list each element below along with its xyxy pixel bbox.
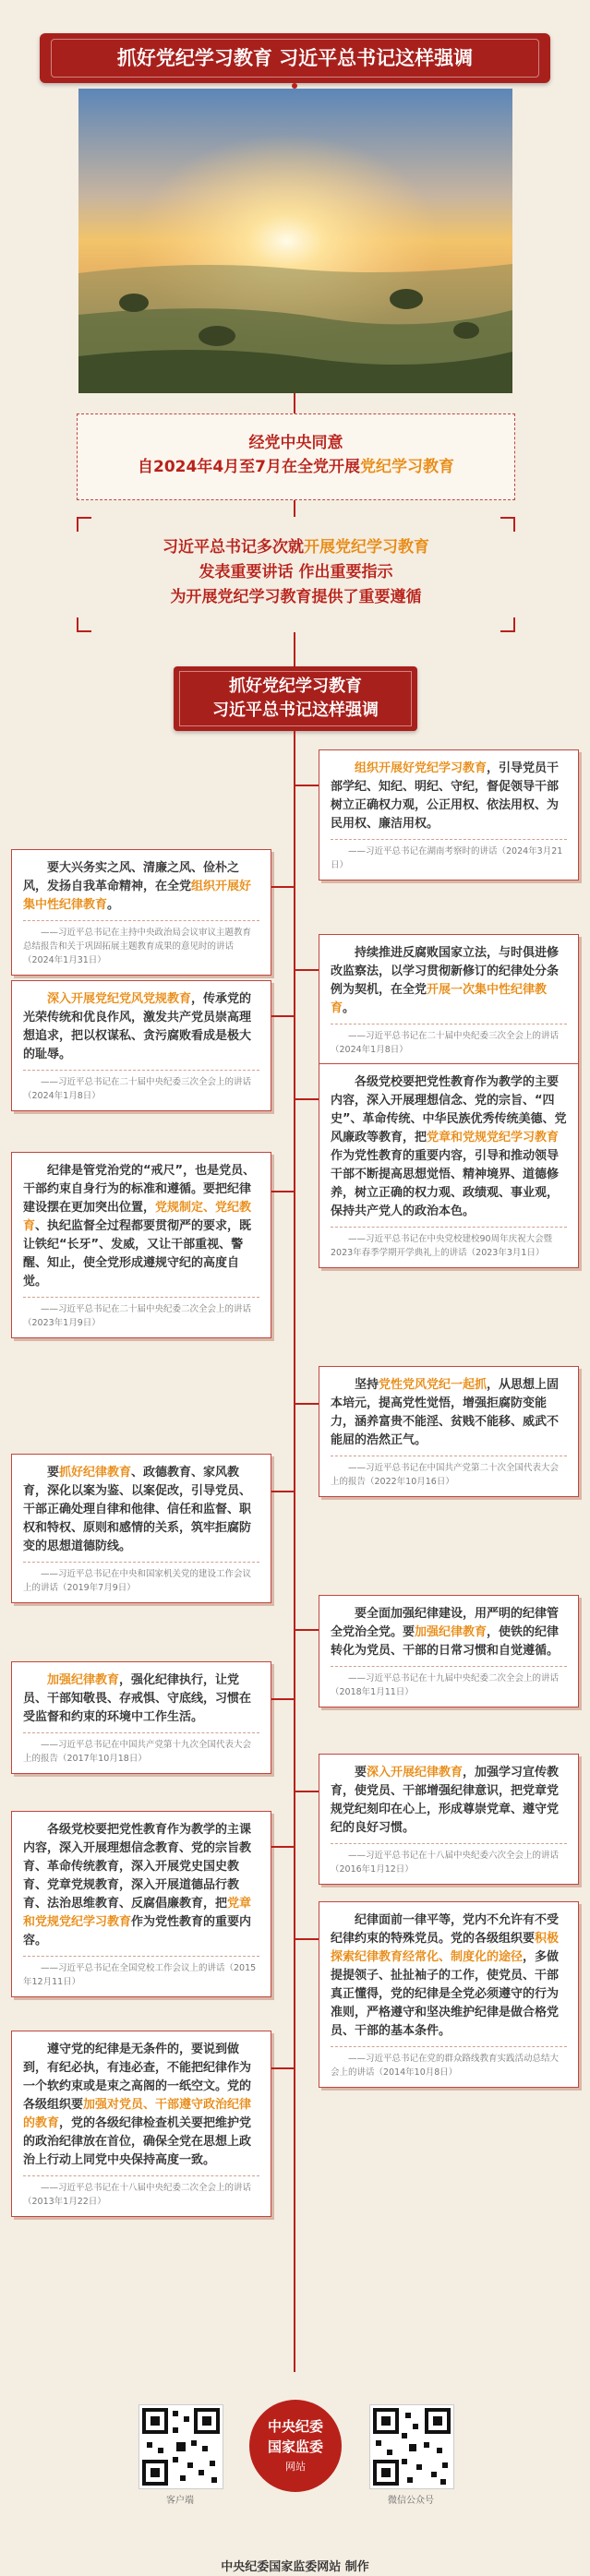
quote-card-left-7 [11, 2031, 271, 2217]
quote-source: ——习近平总书记在湖南考察时的讲话（2024年3月21日） [331, 839, 567, 872]
timeline-tick [295, 969, 319, 971]
quote-text [23, 859, 259, 915]
timeline-tick [295, 1403, 319, 1405]
qr-left-label: 客户端 [166, 2496, 194, 2506]
quote-text [23, 1671, 259, 1727]
quote-source: ——习近平总书记在中央党校建校90周年庆祝大会暨2023年春季学期开学典礼上的讲话（2023年3月1日） [331, 1227, 567, 1260]
timeline-tick [271, 1191, 294, 1192]
quote-card-right-1 [319, 749, 579, 881]
quote-card-right-2 [319, 934, 579, 1065]
quote-source: ——习近平总书记在二十届中央纪委三次全会上的讲话（2024年1月8日） [331, 1024, 567, 1057]
sunrise-landscape-photo [78, 89, 512, 393]
quote-card-right-4 [319, 1366, 579, 1497]
intro-line2-text: 自2024年4月至7月在全党开展 [138, 458, 360, 476]
timeline-tick [295, 1791, 319, 1792]
intro-box-summary [77, 517, 515, 632]
quote-text [331, 944, 567, 1018]
connector-line [294, 500, 295, 517]
section-title [174, 666, 417, 731]
connector-line [294, 632, 295, 666]
quote-text-part: ，强化纪律执行，让党员、干部知敬畏、存戒惧、守底线，习惯在受监督和约束的环境中工作生活。 [23, 1673, 252, 1724]
quote-card-right-3 [319, 1063, 579, 1268]
quote-card-right-7 [319, 1901, 579, 2088]
timeline-line [294, 731, 295, 2372]
quote-text-part: 纪律是管党治党的“戒尺”，也是党员、干部约束自身行为的标准和遵循。要把纪律建设摆在更加突出位置， [23, 1164, 256, 1215]
intro-para-highlight: 开展党纪学习教育 [304, 538, 429, 557]
timeline-tick [271, 2067, 294, 2069]
quote-text [331, 1911, 567, 2041]
quote-text-part: 。 [107, 898, 120, 912]
quote-text-part: ，使铁的纪律转化为党员、干部的日常习惯和自觉遵循。 [331, 1625, 560, 1658]
quote-card-left-1 [11, 849, 271, 976]
intro-para-line1 [77, 535, 515, 560]
quote-highlight: 积极探索纪律教育经常化、制度化的途径 [331, 1932, 560, 1964]
quote-highlight: 党章和党规党纪学习教育 [23, 1897, 252, 1929]
quote-text-part: 持续推进反腐败国家立法，与时俱进修改监察法，以学习贯彻新修订的纪律处分条例为契机，在全党 [331, 946, 560, 997]
corner-decoration [500, 517, 515, 532]
quote-text [23, 1821, 259, 1950]
quote-text-part: 各级党校要把党性教育作为教学的主要内容，深入开展理想信念、党的宗旨、“四史”、革命传统、中华民族优秀传统美德、党风廉政等教育，把 [331, 1075, 567, 1144]
intro-box-date [77, 413, 515, 500]
quote-text [331, 1376, 567, 1450]
quote-text-part: 要全面加强纪律建设，用严明的纪律管全党治全党。要 [331, 1607, 560, 1639]
quote-text-part: 要大兴务实之风、清廉之风、俭朴之风，发扬自我革命精神，在全党 [23, 861, 240, 893]
quote-source: ——习近平总书记在二十届中央纪委二次全会上的讲话（2023年1月9日） [23, 1297, 259, 1330]
quote-text [331, 1764, 567, 1838]
quote-text-part: ，从思想上固本培元，提高党性觉悟，增强拒腐防变能力，涵养富贵不能淫、贫贱不能移、威武不能屈的浩然正气。 [331, 1378, 560, 1447]
section-title-line1: 抓好党纪学习教育 [229, 677, 362, 696]
credit-line: 中央纪委国家监委网站 制作 [221, 2560, 369, 2574]
quote-text [23, 1162, 259, 1291]
quote-text-part: ，多做提提领子、扯扯袖子的工作，使党员、干部真正懂得，党的纪律是全党必须遵守的行为准则，严格遵守和坚决维护纪律是做合格党员、干部的基本条件。 [331, 1950, 560, 2038]
quote-source: ——习近平总书记在主持中央政治局会议审议主题教育总结报告和关于巩固拓展主题教育成果的意见时的讲话（2024年1月31日） [23, 920, 259, 967]
quote-text-part: 、政德教育、家风教育，深化以案为鉴、以案促改，引导党员、干部正确处理自律和他律、信任和监督、职权和特权、原则和感情的关系，筑牢拒腐防变的思想道德防线。 [23, 1466, 252, 1553]
quote-highlight: 抓好纪律教育 [59, 1466, 132, 1480]
quote-text [23, 2041, 259, 2170]
connector-line [294, 393, 295, 413]
quote-text-part: ，传承党的光荣传统和优良作风，激发共产党员崇高理想追求，把以权谋私、贪污腐败看成是极大的耻辱。 [23, 992, 252, 1061]
timeline-tick [271, 1491, 294, 1492]
quote-text-part: 要 [47, 1466, 60, 1480]
quote-source: ——习近平总书记在十八届中央纪委二次全会上的讲话（2013年1月22日） [23, 2175, 259, 2209]
quote-highlight: 党章和党规党纪学习教育 [427, 1131, 560, 1144]
timeline-tick [271, 886, 294, 888]
seal-line2: 国家监委 [267, 2438, 323, 2455]
seal-line3: 网站 [285, 2461, 306, 2473]
header-title: 抓好党纪学习教育 习近平总书记这样强调 [116, 47, 474, 69]
header-banner [40, 33, 550, 83]
quote-source: ——习近平总书记在十九届中央纪委二次全会上的讲话（2018年1月11日） [331, 1666, 567, 1699]
quote-highlight: 深入开展党纪党风党规教育 [47, 992, 192, 1006]
quote-text [23, 990, 259, 1064]
quote-text-part: 要 [355, 1766, 367, 1779]
corner-decoration [77, 617, 91, 632]
timeline-tick [271, 1015, 294, 1017]
quote-text [23, 1464, 259, 1556]
quote-highlight: 党规制定、党纪教育 [23, 1201, 252, 1233]
corner-decoration [500, 617, 515, 632]
quote-text [331, 760, 567, 833]
quote-source: ——习近平总书记在党的群众路线教育实践活动总结大会上的讲话（2014年10月8日） [331, 2046, 567, 2079]
quote-text-part: 坚持 [355, 1378, 379, 1392]
quote-highlight: 开展一次集中性纪律教育 [331, 983, 548, 1015]
timeline-tick [295, 1098, 319, 1100]
site-seal-logo [249, 2400, 342, 2492]
quote-highlight: 党性党风党纪一起抓 [379, 1378, 488, 1392]
quote-source: ——习近平总书记在二十届中央纪委三次全会上的讲话（2024年1月8日） [23, 1070, 259, 1103]
quote-card-left-6 [11, 1811, 271, 1997]
intro-para-line3: 为开展党纪学习教育提供了重要遵循 [170, 588, 422, 606]
quote-highlight: 组织开展好党纪学习教育 [355, 761, 488, 775]
quote-source: ——习近平总书记在中央和国家机关党的建设工作会议上的讲话（2019年7月9日） [23, 1562, 259, 1595]
intro-para-text: 习近平总书记多次就 [163, 538, 304, 557]
quote-text-part: ，引导党员干部学纪、知纪、明纪、守纪，督促领导干部树立正确权力观，公正用权、依法用权、为民用权、廉洁用权。 [331, 761, 560, 831]
quote-text-part: 作为党性教育的重要内容，引导和推动领导干部不断提高思想觉悟、精神境界、道德修养，树立正确的权力观、政绩观、事业观，保持共产党人的政治本色。 [331, 1149, 560, 1218]
corner-decoration [77, 517, 91, 532]
timeline-tick [271, 1846, 294, 1848]
timeline-tick [295, 785, 319, 786]
quote-text-part: ，加强学习宣传教育，使党员、干部增强纪律意识，把党章党规党纪刻印在心上，形成尊崇党章、遵守党纪的良好习惯。 [331, 1766, 560, 1835]
quote-text-part: 。 [343, 1001, 355, 1015]
quote-source: ——习近平总书记在中国共产党第十九次全国代表大会上的报告（2017年10月18日） [23, 1732, 259, 1766]
quote-text-part: 纪律面前一律平等，党内不允许有不受纪律约束的特殊党员。党的各级组织要 [331, 1913, 560, 1946]
quote-highlight: 组织开展好集中性纪律教育 [23, 880, 252, 912]
quote-text-part: 各级党校要把党性教育作为教学的主课内容，深入开展理想信念教育、党的宗旨教育、革命传统教育，深入开展党史国史教育、党章党规教育，深入开展道德品行教育、法治思维教育、反腐倡廉教育，把 [23, 1823, 252, 1911]
quote-text-part: ，党的各级纪律检查机关要把维护党的政治纪律放在首位，确保全党在思想上政治上行动上同党中央保持高度一致。 [23, 2116, 252, 2167]
quote-card-right-6 [319, 1754, 579, 1885]
intro-line2 [78, 455, 514, 479]
quote-card-left-2 [11, 980, 271, 1111]
qr-right-label: 微信公众号 [388, 2496, 434, 2506]
quote-highlight: 加强纪律教育 [415, 1625, 488, 1639]
quote-card-left-5 [11, 1661, 271, 1774]
quote-text [331, 1605, 567, 1660]
intro-line1: 经党中央同意 [248, 434, 343, 452]
quote-text-part: 、执纪监督全过程都要贯彻严的要求，既让铁纪“长牙”、发威，又让干部重视、警醒、知止，使全党形成遵规守纪的高度自觉。 [23, 1219, 252, 1288]
intro-line2-highlight: 党纪学习教育 [359, 458, 454, 476]
quote-highlight: 加强对党员、干部遵守政治纪律的教育 [23, 2098, 252, 2130]
timeline-tick [295, 1938, 319, 1940]
quote-card-left-4 [11, 1454, 271, 1603]
qr-code-icon [369, 2404, 454, 2489]
quote-highlight: 加强纪律教育 [47, 1673, 120, 1687]
intro-para-line2: 发表重要讲话 作出重要指示 [199, 563, 393, 581]
timeline-tick [271, 1698, 294, 1700]
quote-text-part: 遵守党的纪律是无条件的，要说到做到，有纪必执，有违必查，不能把纪律作为一个软约束或是束之高阁的一纸空文。党的各级组织要 [23, 2043, 252, 2112]
quote-source: ——习近平总书记在中国共产党第二十次全国代表大会上的报告（2022年10月16日） [331, 1456, 567, 1489]
quote-source: ——习近平总书记在全国党校工作会议上的讲话（2015年12月11日） [23, 1956, 259, 1989]
quote-card-left-3 [11, 1152, 271, 1338]
timeline-tick [295, 1629, 319, 1631]
quote-highlight: 深入开展纪律教育 [367, 1766, 464, 1779]
quote-card-right-5 [319, 1595, 579, 1707]
section-title-line2: 习近平总书记这样强调 [212, 701, 379, 720]
qr-code-icon [138, 2404, 223, 2489]
quote-text [331, 1073, 567, 1221]
seal-line1: 中央纪委 [267, 2418, 323, 2435]
quote-source: ——习近平总书记在十八届中央纪委六次全会上的讲话（2016年1月12日） [331, 1843, 567, 1876]
quote-text-part: 作为党性教育的重要内容。 [23, 1915, 252, 1947]
